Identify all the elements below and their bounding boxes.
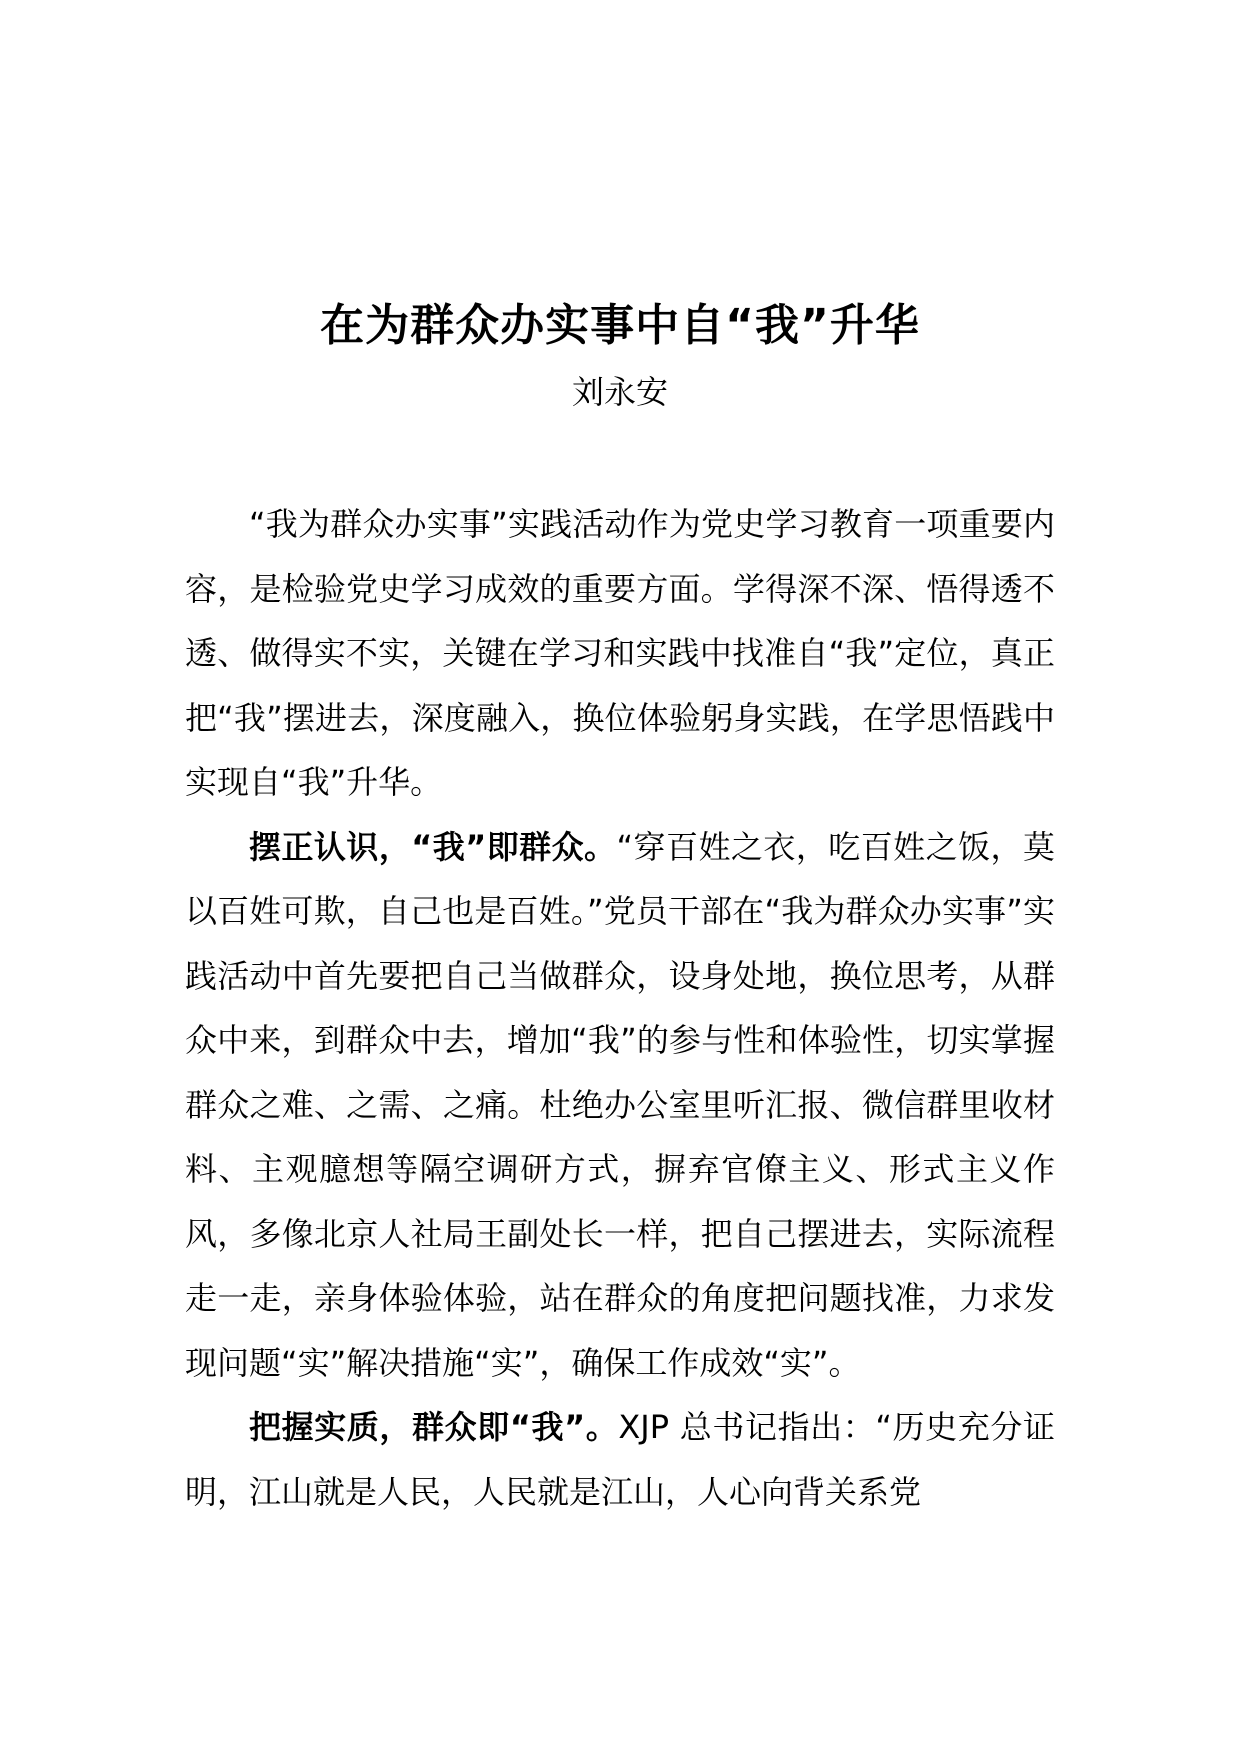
paragraph-lead: 摆正认识，“我”即群众。 [249, 827, 617, 866]
document-title: 在为群众办实事中自“我”升华 [320, 300, 920, 351]
paragraph-lead: 把握实质，群众即“我”。 [249, 1408, 619, 1446]
paragraph-text: “我为群众办实事”实践活动作为党史学习教育一项重要内容，是检验党史学习成效的重要方面。学得深不深、悟得透不透、做得实不实，关键在学习和实践中找准自“我”定位，真正把“我”摆进去，深度融入，换位体验躬身实践，在学思悟践中实现自“我”升华。 [185, 505, 1055, 801]
document-author: 刘永安 [571, 373, 668, 411]
paragraph-text: “穿百姓之衣，吃百姓之饭，莫以百姓可欺，自己也是百姓。”党员干部在“我为群众办实事”实践活动中首先要把自己当做群众，设身处地，换位思考，从群众中来，到群众中去，增加“我”的参与性和体验性，切实掌握群众之难、之需、之痛。杜绝办公室里听汇报、微信群里收材料、主观臆想等隔空调研方式，摒弃官僚主义、形式主义作风，多像北京人社局王副处长一样，把自己摆进去，实际流程走一走，亲身体验体验，站在群众的角度把问题找准，力求发现问题“实”解决措施“实”，确保工作成效“实”。 [185, 827, 1055, 1382]
paragraph-section-2 [185, 1395, 1055, 1524]
document-body [185, 492, 1055, 1524]
paragraph-intro [185, 492, 1055, 815]
paragraph-section-1 [185, 815, 1055, 1396]
paragraph-text: XJP 总书记指出：“历史充分证明，江山就是人民，人民就是江山，人心向背关系党 [185, 1408, 1055, 1511]
